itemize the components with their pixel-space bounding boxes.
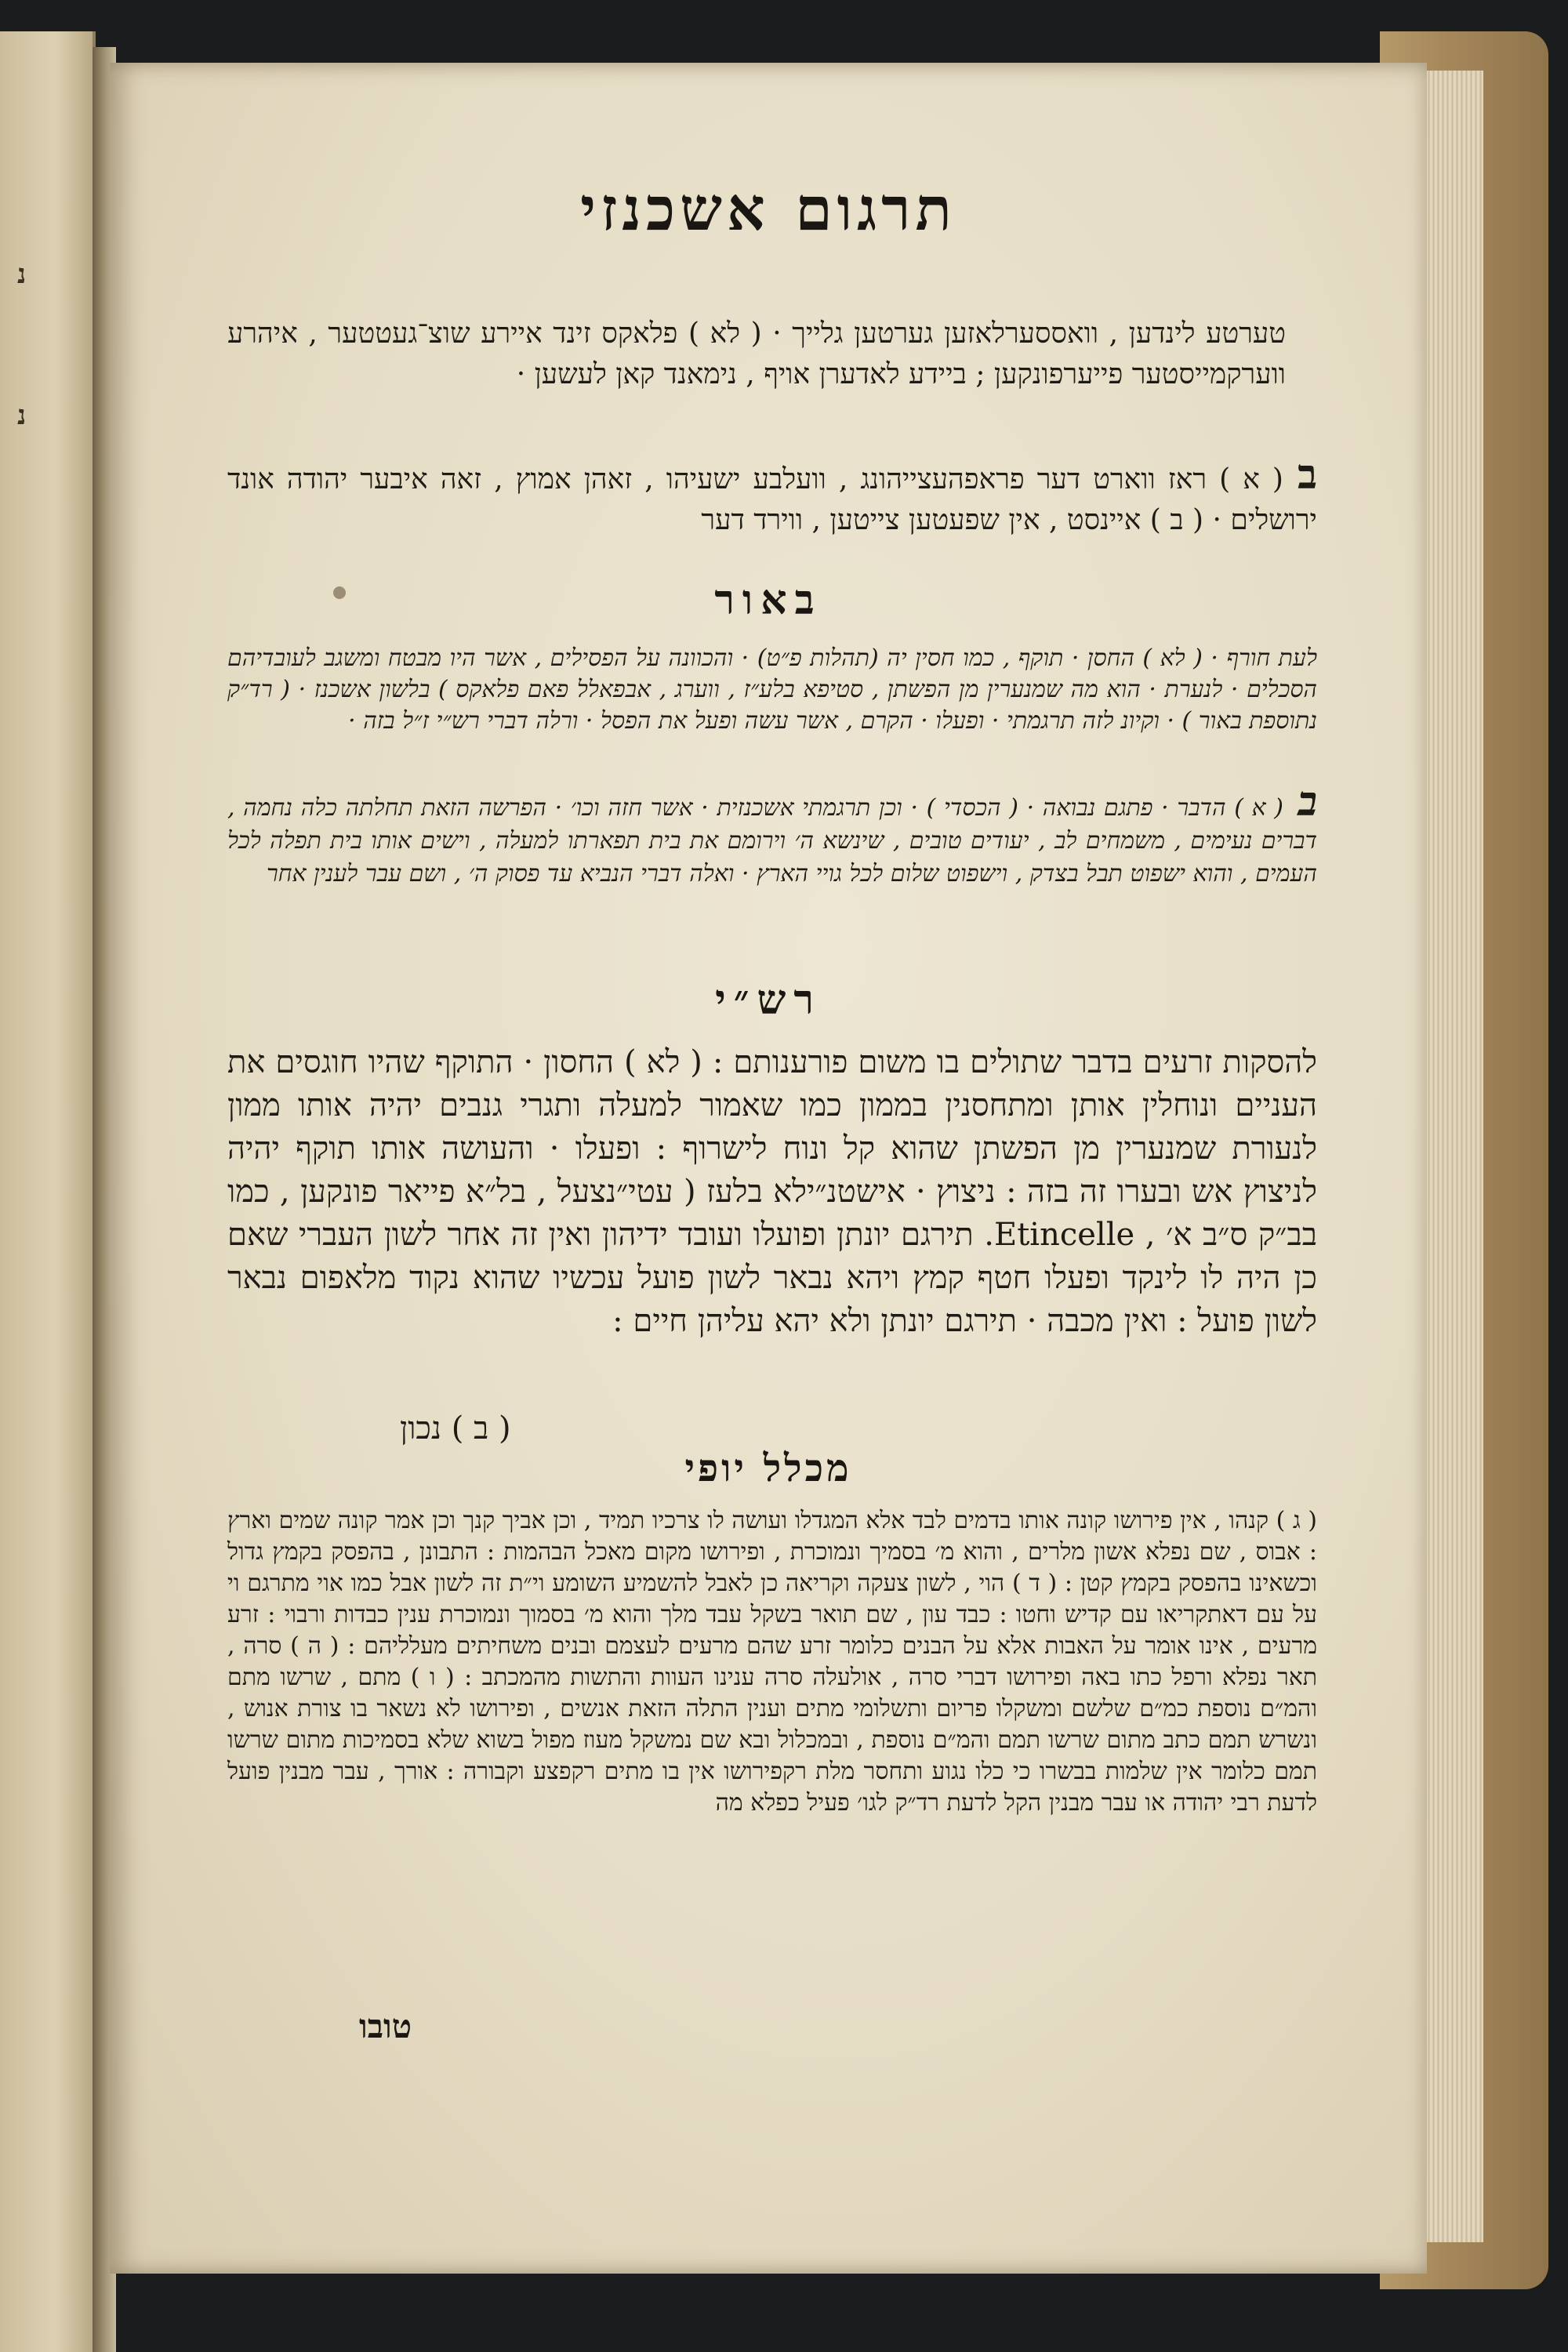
rashi-heading: רש״י (715, 976, 822, 1024)
left-page-letter: נ (17, 400, 27, 431)
mikhlal-heading: מכלל יופי (684, 1446, 852, 1490)
verse-text: ( א ) ראז ווארט דער פראפהעצייהונג , וועלבע ישעיהו , זאהן אמוץ , זאה איבער יהודה אונד ירושלים · ( ב ) איינסט , אין שפעטען צייטען , ווירד דער (227, 463, 1317, 536)
verse-chapter-2 (227, 451, 1317, 541)
chapter-letter: ב (1297, 451, 1317, 499)
mikhlal-commentary: ( ג ) קנהו , אין פירושו קונה אותו בדמים לבד אלא המגדלו ועושה לו צרכיו תמיד , וכן אביך קנך וכן אמר קונה שמים וארץ : אבוס , שם נפלא אשון מלרים , והוא מ׳ בסמיך ונמוכרת , ופירושו מקום מאכל הבהמות : התבונן , בהפסק בקמץ גדול וכשאינו בהפסק בקמץ קטן : ( ד ) הוי , לשון צעקה וקריאה כן לאבל להשמיע השומע וי״ת זה לשון אבל כמו אוי מתרגם וי על עם דאתקריאו עם קדיש וחטו : כבד עון , שם תואר בשקל עבד מלך והוא מ׳ בסמוך ונמוכרת ענין כבדות ורבוי : זרע מרעים , אינו אומר על האבות אלא על הבנים כלומר זרע שהם מרעים לעצמם ובנים משחיתים מעלליהם : ( ה ) סרה , תאר נפלא ורפל כתו באה ופירושו דברי סרה , אולעלה סרה ענינו העוות והתשות מהמכתב : ( ו ) מתם , שרשו מתם והמ״ם נוספת כמ״ם שלשם ומשקלו פריום ותשלומי מתים וענין התלה הזאת אנשים , ופירושו לא נשאר בו צורת אנוש , ונשרש תמם כתב מתום שרשו תמם והמ״ם נוספת , ובמכלול ובא שם נמשקל מעוז מפול בשוא שלא בסמיכות מתום שרשו תמם כלומר אין שלמות בבשרו כי כלו נגוע ותחסר מלת רקפירושו אין בו מתים רקפצע וקבורה : אורך , עבר מבנין פועל לדעת רבי יהודה או עבר מבנין הקל לדעת רד״ק לגו׳ פעיל כפלא מה (227, 1507, 1318, 1817)
chapter-letter: ב (1297, 778, 1317, 826)
left-page-letter: נ (17, 259, 27, 290)
biur-commentary-2 (227, 778, 1317, 891)
biur-heading: באור (714, 576, 822, 624)
translation-paragraph: טערטע לינדען , וואססערלאזען גערטען גלייך · ( לא ) פלאקס זינד איירע שוצ־געטטער , איהרע ווערקמייסטער פייערפונקען ; ביידע לאדערן אויף , נימאנד קאן לעשען · (227, 318, 1286, 390)
biur-text: ( א ) הדבר · פתגם נבואה · ( הכסדי ) · וכן תרגמתי אשכנזית · אשר חזה וכו׳ · הפרשה הזאת תחלתה כלה נחמה , דברים נעימים , משמחים לב , יעודים טובים , שינשא ה׳ וירומם את בית תפארתו למעלה , וישים אותו בית תפלה לכל העמים , והוא ישפוט תבל בצדק , וישפוט שלום לכל גויי הארץ · ואלה דברי הנביא עד פסוק ה׳ , ושם עבר לענין אחר (227, 794, 1317, 887)
rashi-commentary: להסקות זרעים בדבר שתולים בו משום פורענותם : ( לא ) החסון · התוקף שהיו חוגסים את העניים ונוחלין אותן ומתחסנין בממון כמו שאמור למעלה ותגרי גנבים יהיה אותו ממון לנעורת שמנערין מן הפשתן שהוא קל ונוח לישרוף : ופעלו · והעושה אותו תוקף יהיה לניצוץ אש ובערו זה בזה : ניצוץ · אישטנ״ילא בלעז ( עטי״נצעל , בל״א פייאר פונקען , כמו בב״ק ס״ב א׳ , Etincelle. תירגם יונתן ופועלו ועובד ידיהון ואין זה אחר לשון העברי שאם כן היה לו לינקד ופעלו חטף קמץ ויהא נבאר לשון פועל עכשיו שהוא נקוד מלאפום נבאר לשון פועל : ואין מכבה · תירגם יונתן ולא יהא עליהן חיים : (227, 1044, 1317, 1339)
page-title: תרגום אשכנזי (580, 174, 956, 244)
book-page (110, 63, 1427, 2274)
biur-commentary-1: לעת חורף · ( לא ) החסן · תוקף , כמו חסין יה (תהלות פ״ט) · והכוונה על הפסילים , אשר היו מבטח ומשגב לעובדיהם הסכלים · לנערת · הוא מה שמנערין מן הפשתן , סטיפא בלע״ז , ווערג , אבפאלל פאם פלאקס ) בלשון אשכנז · ( רד״ק נתוספת באור ) · וקיונ לזה תרגמתי · ופעלו · הקרם , אשר עשה ופעל את הפסל · ורלה דברי רש״י ז״ל בזה · (227, 644, 1317, 735)
catchword: טובו (359, 2007, 412, 2045)
rashi-end-line: ( ב ) נכון (400, 1410, 511, 1446)
left-page-fragment (0, 31, 96, 2352)
